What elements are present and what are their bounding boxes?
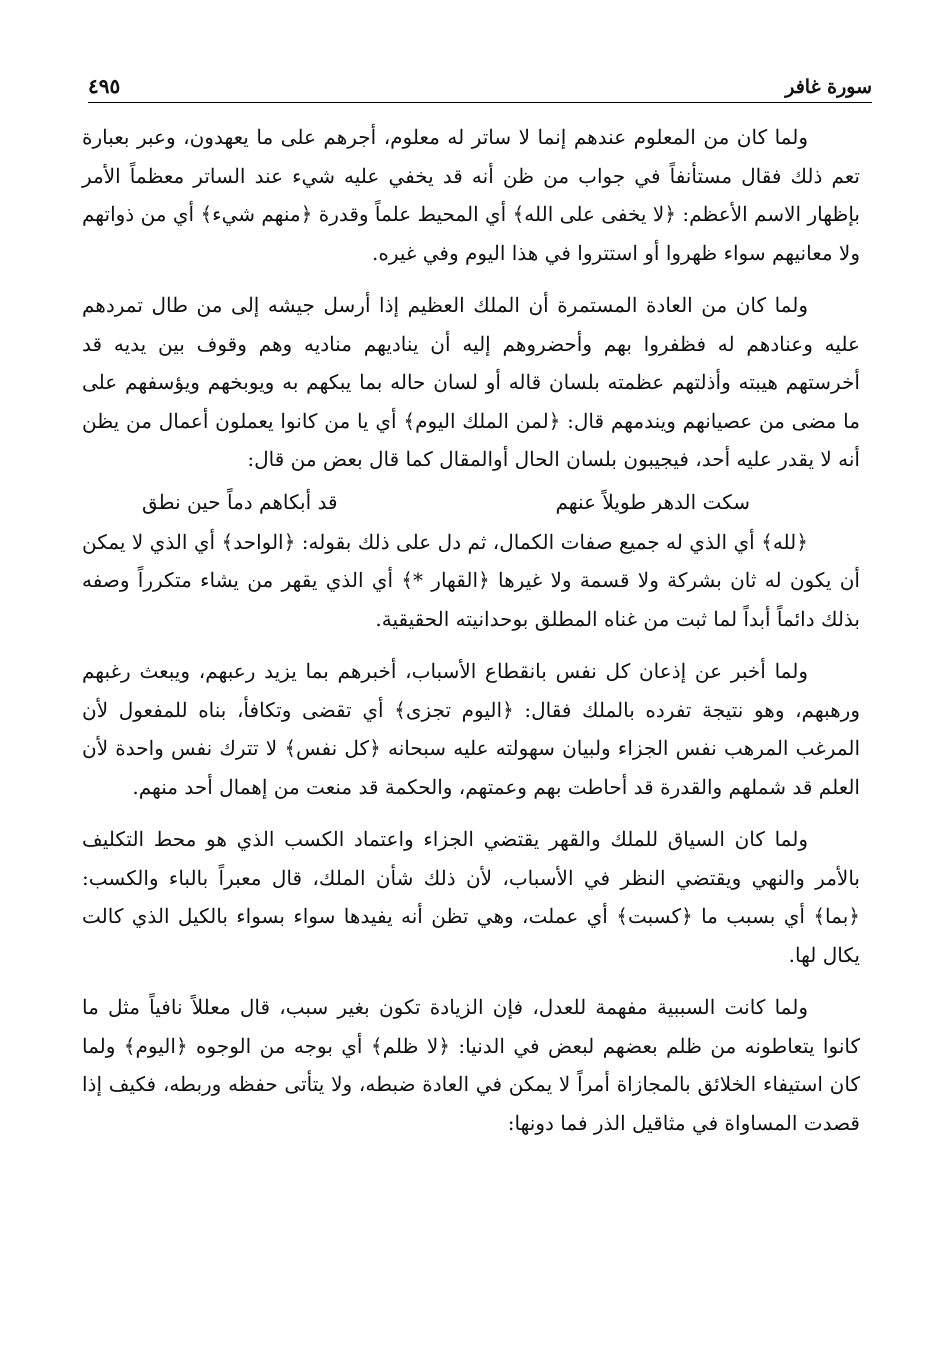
verse-hemistich-left: قد أبكاهم دماً حين نطق	[142, 489, 338, 514]
paragraph-5: ولما كان السياق للملك والقهر يقتضي الجزاء واعتماد الكسب الذي هو محط التكليف بالأمر والنهي ويقتضي النظر في الأسباب، لأن ذلك شأن الملك، قال معبراً بالباء والكسب: ﴿بما﴾ أي بسبب ما ﴿كسبت﴾ أي عملت، وهي تظن أنه يفيدها سواء بسواء بالكيل الذي كالت يكال لها.	[82, 827, 860, 967]
paragraph-4: ولما أخبر عن إذعان كل نفس بانقطاع الأسباب، أخبرهم بما يزيد رعبهم، ويبعث رغبهم ورهبهم، وهو نتيجة تفرده بالملك فقال: ﴿اليوم تجزى﴾ أي تقضى وتكافأ، بناه للمفعول لأن المرغب المرهب نفس الجزاء ولبيان سهولته عليه سبحانه ﴿كل نفس﴾ لا تترك نفس واحدة لأن العلم قد شملهم والقدرة قد أحاطت بهم وعمتهم، والحكمة قد منعت من إهمال أحد منهم.	[82, 659, 860, 799]
surah-title: سورة غافر	[785, 76, 872, 98]
page-header	[88, 70, 872, 103]
page-body	[82, 118, 860, 1156]
verse-hemistich-right: سكت الدهر طويلاً عنهم	[555, 489, 750, 514]
paragraph-1: ولما كان من المعلوم عندهم إنما لا ساتر له معلوم، أجرهم على ما يعهدون، وعبر بعبارة تعم ذلك فقال مستأنفاً في جواب من ظن أنه قد يخفي عليه شيء عند الساتر معظماً الأمر بإظهار الاسم الأعظم: ﴿لا يخفى على الله﴾ أي المحيط علماً وقدرة ﴿منهم شيء﴾ أي من ذواتهم ولا معانيهم سواء ظهروا أو استتروا في هذا اليوم وفي غيره.	[82, 125, 860, 265]
poetry-verse	[82, 483, 860, 523]
page-number: ٤٩٥	[88, 74, 121, 98]
paragraph-3: ﴿لله﴾ أي الذي له جميع صفات الكمال، ثم دل على ذلك بقوله: ﴿الواحد﴾ أي الذي لا يمكن أن يكون له ثان بشركة ولا قسمة ولا غيرها ﴿القهار *﴾ أي الذي يقهر من يشاء متكرراً وصفه بذلك دائماً أبداً لما ثبت من غناه المطلق بوحدانيته الحقيقية.	[82, 529, 860, 631]
paragraph-6: ولما كانت السببية مفهمة للعدل، فإن الزيادة تكون بغير سبب، قال معللاً نافياً مثل ما كانوا يتعاطونه من ظلم بعضهم لبعض في الدنيا: ﴿لا ظلم﴾ أي بوجه من الوجوه ﴿اليوم﴾ ولما كان استيفاء الخلائق بالمجازاة أمراً لا يمكن في العادة ضبطه، ولا يتأتى حفظه وربطه، فكيف إذا قصدت المساواة في مثاقيل الذر فما دونها:	[82, 995, 860, 1135]
paragraph-2: ولما كان من العادة المستمرة أن الملك العظيم إذا أرسل جيشه إلى من طال تمردهم عليه وعنادهم له فظفروا بهم وأحضروهم إليه أن يناديهم مناديه وهم وقوف بين يديه قد أخرستهم هيبته وأذلتهم عظمته بلسان قاله أو لسان حاله بما يبكهم به ويوبخهم ويؤسفهم على ما مضى من عصيانهم ويندمهم قال: ﴿لمن الملك اليوم﴾ أي يا من كانوا يعملون أعمال من يظن أنه لا يقدر عليه أحد، فيجيبون بلسان الحال أوالمقال كما قال بعض من قال:	[82, 293, 860, 471]
